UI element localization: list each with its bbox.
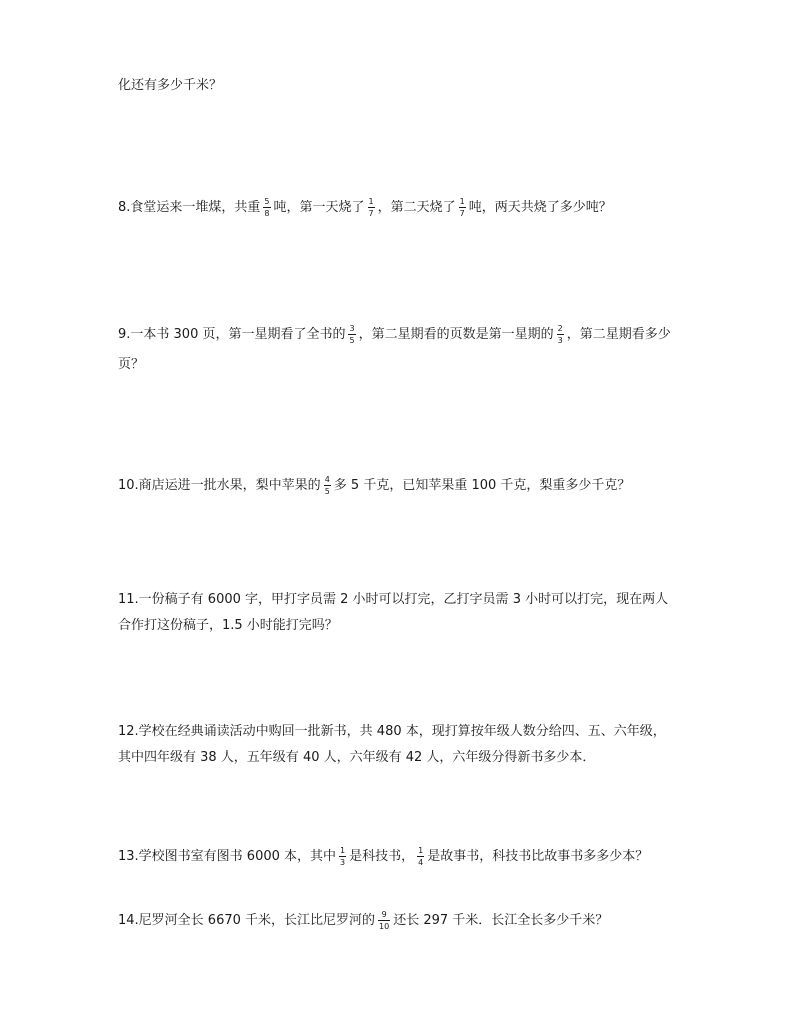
fraction-numerator: 4 [324, 475, 330, 484]
question-14 [118, 910, 608, 931]
text-run: 12.学校在经典诵读活动中购回一批新书，共 480 本，现打算按年级人数分给四、五、六年级， [118, 724, 666, 739]
fraction [339, 846, 346, 867]
fraction [417, 846, 424, 867]
text-run: 11.一份稿子有 6000 字，甲打字员需 2 小时可以打完，乙打字员需 3 小时可以打完，现在两人 [118, 592, 669, 607]
question-12-line-1 [118, 724, 666, 740]
text-run: 其中四年级有 38 人，五年级有 40 人，六年级有 42 人，六年级分得新书多少本． [118, 750, 596, 765]
fraction [459, 197, 466, 218]
text-run: 页？ [118, 357, 145, 372]
fraction-numerator: 5 [264, 197, 270, 206]
fraction [263, 197, 270, 218]
fraction [557, 324, 564, 345]
fraction-denominator: 7 [459, 209, 465, 218]
text-run: 14.尼罗河全长 6670 千米，长江比尼罗河的 [118, 913, 376, 928]
text-run: ，第二天烧了 [377, 200, 456, 215]
fraction-numerator: 2 [557, 324, 563, 333]
question-10 [118, 475, 630, 496]
text-run: 多 5 千克，已知苹果重 100 千克，梨重多少千克？ [333, 478, 631, 493]
fraction [368, 197, 375, 218]
fraction-numerator: 1 [368, 197, 374, 206]
question-7-continued [118, 78, 222, 94]
text-run: 13.学校图书室有图书 6000 本，其中 [118, 849, 337, 864]
fraction-denominator: 4 [418, 858, 424, 867]
text-run: 合作打这份稿子，1.5 小时能打完吗？ [118, 618, 338, 633]
fraction-denominator: 3 [340, 858, 346, 867]
text-run: 是科技书， [349, 849, 415, 864]
question-12-line-2 [118, 750, 595, 766]
question-11-line-1 [118, 592, 668, 608]
fraction-denominator: 5 [349, 336, 355, 345]
text-run: ，第二星期看的页数是第一星期的 [358, 327, 554, 342]
question-9-line-2 [118, 357, 144, 373]
question-9-line-1 [118, 324, 671, 345]
fraction [348, 324, 355, 345]
fraction-numerator: 1 [459, 197, 465, 206]
text-run: 吨，第一天烧了 [273, 200, 365, 215]
text-run: 9.一本书 300 页，第一星期看了全书的 [118, 327, 346, 342]
fraction-numerator: 1 [340, 846, 346, 855]
question-8 [118, 197, 612, 218]
text-run: 是故事书，科技书比故事书多多少本？ [427, 849, 649, 864]
text-run: 吨，两天共烧了多少吨？ [468, 200, 612, 215]
text-run: 还长 297 千米．长江全长多少千米？ [393, 913, 609, 928]
question-11-line-2 [118, 618, 338, 634]
fraction-numerator: 9 [381, 910, 387, 919]
text-run: ，第二星期看多少 [566, 327, 671, 342]
fraction-denominator: 5 [324, 487, 330, 496]
fraction-denominator: 10 [379, 922, 390, 931]
text-run: 化还有多少千米？ [118, 78, 223, 93]
fraction-numerator: 3 [349, 324, 355, 333]
fraction-numerator: 1 [418, 846, 424, 855]
fraction-denominator: 7 [368, 209, 374, 218]
text-run: 8.食堂运来一堆煤，共重 [118, 200, 261, 215]
fraction-denominator: 3 [557, 336, 563, 345]
fraction [378, 910, 390, 931]
fraction-denominator: 8 [264, 209, 270, 218]
question-13 [118, 846, 648, 867]
fraction [324, 475, 331, 496]
text-run: 10.商店运进一批水果，梨中苹果的 [118, 478, 321, 493]
